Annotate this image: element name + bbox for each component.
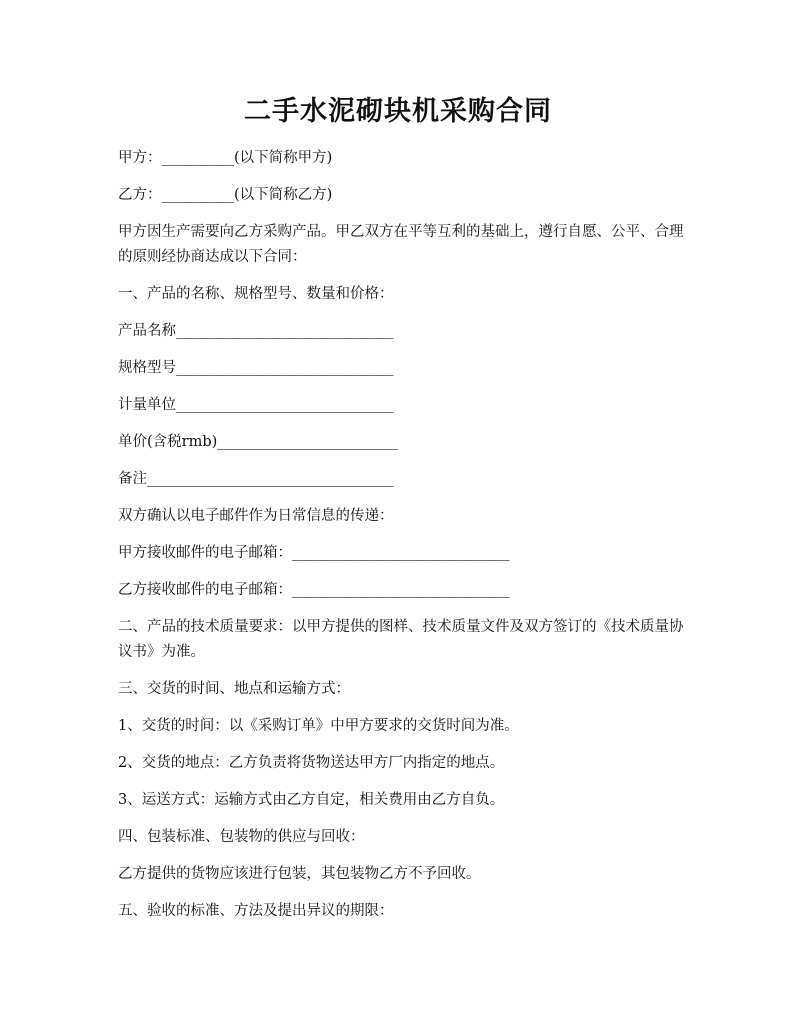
section-2-paragraph: 二、产品的技术质量要求：以甲方提供的图样、技术质量文件及双方签订的《技术质量协议书》为准。 [118, 619, 684, 660]
section-4-heading: 四、包装标准、包装物的供应与回收： [118, 829, 365, 845]
delivery-place-line: 2、交货的地点：乙方负责将货物送达甲方厂内指定的地点。 [118, 755, 505, 771]
remarks-line: 备注__________________________________ [118, 471, 394, 487]
delivery-time-line: 1、交货的时间：以《采购订单》中甲方要求的交货时间为准。 [118, 718, 519, 734]
party-a-line: 甲方：__________(以下简称甲方) [118, 150, 333, 166]
email-confirm-line: 双方确认以电子邮件作为日常信息的传递： [118, 508, 394, 524]
document-body [118, 146, 688, 936]
party-b-email-line: 乙方接收邮件的电子邮箱：______________________________ [118, 582, 510, 598]
party-a-email-line: 甲方接收邮件的电子邮箱：______________________________ [118, 545, 510, 561]
product-name-line: 产品名称______________________________ [118, 323, 394, 339]
unit-price-line: 单价(含税rmb)_________________________ [118, 434, 399, 450]
spec-model-line: 规格型号______________________________ [118, 360, 394, 376]
transport-line: 3、运送方式：运输方式由乙方自定，相关费用由乙方自负。 [118, 792, 505, 808]
section-3-heading: 三、交货的时间、地点和运输方式： [118, 681, 350, 697]
document-title: 二手水泥砌块机采购合同 [244, 96, 552, 127]
section-1-heading: 一、产品的名称、规格型号、数量和价格： [118, 286, 394, 302]
packaging-line: 乙方提供的货物应该进行包装，其包装物乙方不予回收。 [118, 866, 481, 882]
section-5-heading: 五、验收的标准、方法及提出异议的期限： [118, 903, 394, 919]
unit-line: 计量单位______________________________ [118, 397, 394, 413]
preamble-paragraph: 甲方因生产需要向乙方采购产品。甲乙双方在平等互利的基础上，遵行自愿、公平、合理的原则经协商达成以下合同： [118, 224, 684, 265]
party-b-line: 乙方：__________(以下简称乙方) [118, 187, 333, 203]
